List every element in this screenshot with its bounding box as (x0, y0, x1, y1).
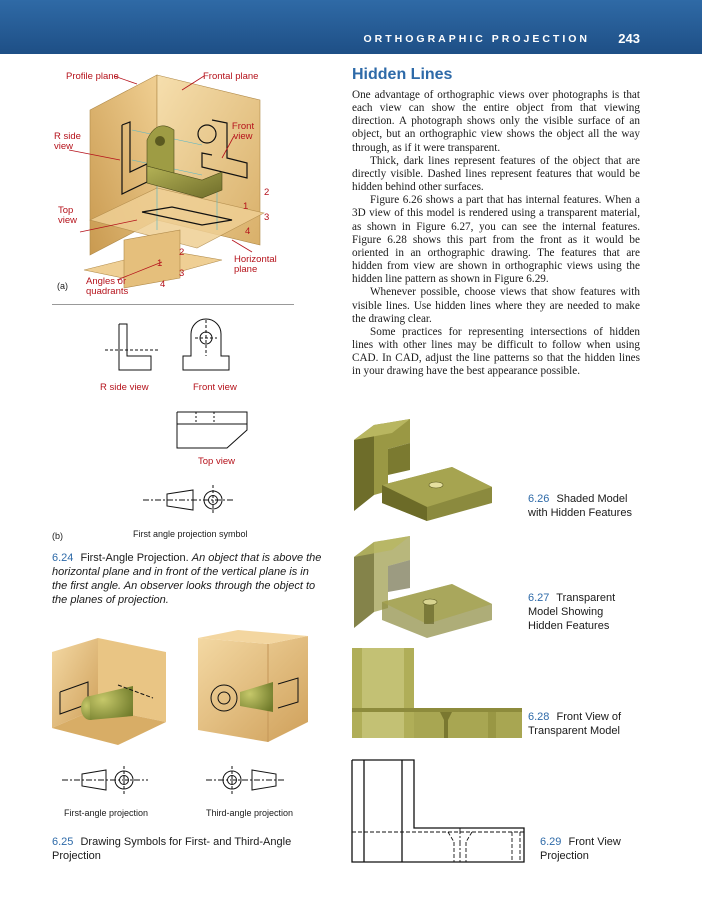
quadrant-upper-2: 2 (264, 187, 270, 198)
fig-626-shaded-model (352, 415, 502, 525)
caption-text: Front View of Transparent Model (528, 711, 622, 737)
caption-6-24 (52, 551, 324, 607)
quadrant-upper-1: 1 (243, 201, 249, 212)
fig-624b-top-label: Top view (198, 456, 235, 467)
caption-6-26 (528, 492, 648, 520)
section-title: Hidden Lines (352, 66, 453, 83)
running-header (0, 0, 702, 54)
caption-number: 6.25 (52, 836, 74, 848)
caption-number: 6.24 (52, 552, 74, 564)
caption-text: Front View Projection (540, 836, 621, 862)
paragraph: Figure 6.26 shows a part that has internal features. When a 3D view of this model is rendered using a transparent material, as shown in Figure 6.27, you can see the internal features. Figure 6.28 shows this part from the front as it would be oriented in an orthographic drawing. The features that are hidden from view are shown in orthographic views using the hidden line pattern as shown in Figure 6.29. (352, 194, 640, 286)
caption-6-28 (528, 710, 638, 738)
caption-6-27 (528, 591, 633, 633)
fig-624b-r-side-label: R side view (100, 382, 149, 393)
fig-628-front-view-model (352, 648, 524, 740)
running-head-title: ORTHOGRAPHIC PROJECTION (363, 33, 590, 45)
body-text (352, 89, 640, 378)
figure-divider (52, 304, 294, 305)
caption-number: 6.26 (528, 493, 550, 505)
fig-624b-views (95, 312, 295, 517)
paragraph: One advantage of orthographic views over photographs is that each view can show the entire object from that viewing direction. A photograph shows only the visible surface of an object, but an orthographic view shows the object all the way through, as if it were transparent. (352, 89, 640, 154)
caption-6-29 (540, 835, 640, 863)
paragraph: Thick, dark lines represent features of the object that are directly visible. Dashed lines represent features that would be hidden behind other surfaces. (352, 154, 640, 194)
quadrant-lower-2: 2 (179, 247, 185, 258)
fig-625-third-label: Third-angle projection (206, 808, 294, 818)
quadrant-lower-3: 3 (179, 268, 185, 279)
quadrant-lower-4: 4 (160, 279, 166, 290)
fig-629-front-view-projection (350, 758, 530, 864)
caption-number: 6.28 (528, 711, 550, 723)
label-top-view: Top view (58, 205, 78, 226)
caption-number: 6.29 (540, 836, 562, 848)
label-front-view: Front view (231, 121, 255, 142)
quadrant-upper-3: 3 (264, 212, 270, 223)
paragraph: Whenever possible, choose views that show features with visible lines. Use hidden lines where they are needed to make the drawing clear. (352, 286, 640, 325)
fig-624b-symbol-label: First angle projection symbol (133, 529, 248, 539)
quadrant-lower-1: 1 (157, 258, 163, 269)
caption-number: 6.27 (528, 592, 550, 604)
caption-6-25 (52, 835, 302, 863)
fig-625-first-label: First-angle projection (64, 808, 149, 818)
label-profile-plane: Profile plane (66, 71, 119, 82)
caption-text: Drawing Symbols for First- and Third-Angle Projection (52, 836, 292, 862)
label-r-side-view: R side view (54, 131, 81, 152)
label-horizontal-plane: Horizontal plane (234, 254, 277, 275)
paragraph: Some practices for representing intersections of hidden lines with other lines may be difficult to follow when using CAD. In CAD, adjust the line patterns so that the hidden lines in your drawing have the best appearance possible. (352, 325, 640, 378)
caption-title: First-Angle Projection. (80, 552, 189, 564)
quadrant-upper-4: 4 (245, 226, 251, 237)
caption-text: Transparent Model Showing Hidden Features (528, 592, 616, 632)
label-frontal-plane: Frontal plane (203, 71, 259, 82)
fig-624b-tag: (b) (52, 531, 63, 541)
page-number: 243 (618, 31, 640, 46)
caption-text: Shaded Model with Hidden Features (528, 493, 632, 519)
fig-625-illustration (48, 630, 310, 800)
fig-627-transparent-model (352, 530, 502, 642)
fig-624b-front-label: Front view (193, 382, 237, 393)
fig-624a-tag: (a) (57, 281, 68, 291)
label-angles-quadrants: Angles or quadrants (86, 276, 129, 297)
caption-text: An object that is above the horizontal plane and in front of the vertical plane is in the first angle. An observer looks through the object to the planes of projection. (52, 552, 322, 606)
